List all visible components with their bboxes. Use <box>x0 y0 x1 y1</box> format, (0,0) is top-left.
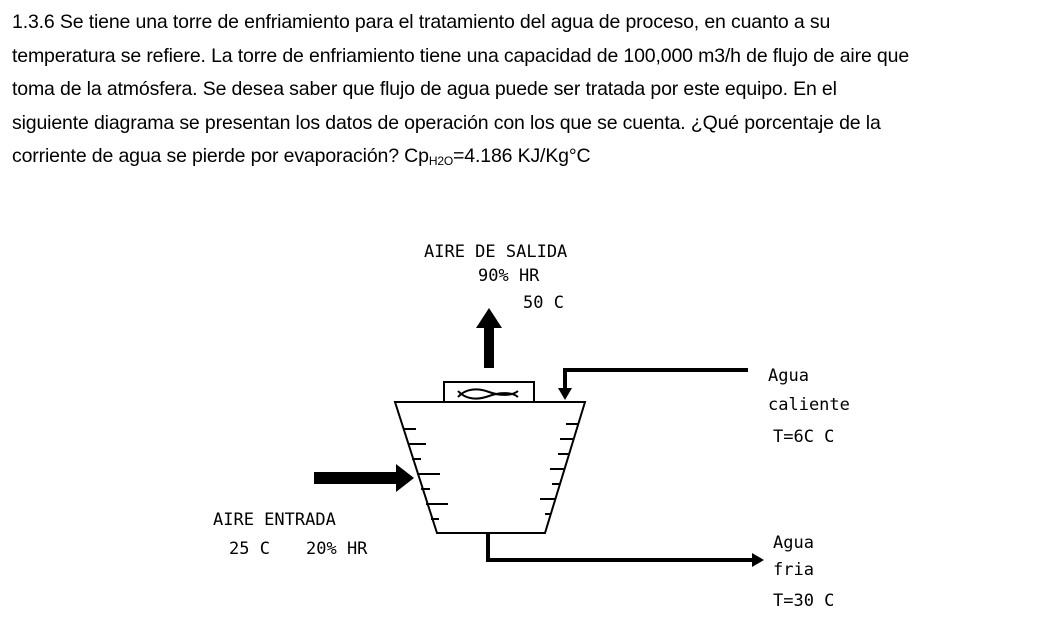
air-in-arrow <box>314 464 414 492</box>
problem-line-1: 1.3.6 Se tiene una torre de enfriamiento para el tratamiento del agua de proceso, en cuanto a su <box>12 11 831 33</box>
cp-subscript: H2O <box>428 154 454 168</box>
cold-water-outlet-arrow <box>488 533 764 567</box>
cold-water-label-1: Agua <box>773 533 814 553</box>
air-out-temperature: 50 C <box>523 293 564 313</box>
tower-body <box>395 402 585 533</box>
cp-value: =4.186 KJ/Kg°C <box>453 145 591 167</box>
air-in-title: AIRE ENTRADA <box>213 510 336 530</box>
air-in-humidity: 20% HR <box>306 539 368 559</box>
air-out-title: AIRE DE SALIDA <box>424 242 568 262</box>
hot-water-label-1: Agua <box>768 366 809 386</box>
air-out-humidity: 90% HR <box>478 266 540 286</box>
hot-water-label-2: caliente <box>768 395 850 415</box>
cold-water-temperature: T=30 C <box>773 591 835 611</box>
problem-line-4: siguiente diagrama se presentan los datos de operación con los que se cuenta. ¿Qué porcentaje de la <box>12 111 881 134</box>
problem-line-5-text: corriente de agua se pierde por evaporación? Cp <box>12 145 429 167</box>
air-out-arrow <box>476 308 502 368</box>
hot-water-inlet-arrow <box>558 370 748 400</box>
problem-line-2: temperatura se refiere. La torre de enfriamiento tiene una capacidad de 100,000 m3/h de flujo de aire que <box>12 44 910 67</box>
problem-line-3: toma de la atmósfera. Se desea saber que flujo de agua puede ser tratada por este equipo. En el <box>12 78 837 100</box>
air-in-temperature: 25 C <box>229 539 270 559</box>
hot-water-temperature: T=6C C <box>773 427 835 447</box>
cold-water-label-2: fria <box>773 560 814 580</box>
